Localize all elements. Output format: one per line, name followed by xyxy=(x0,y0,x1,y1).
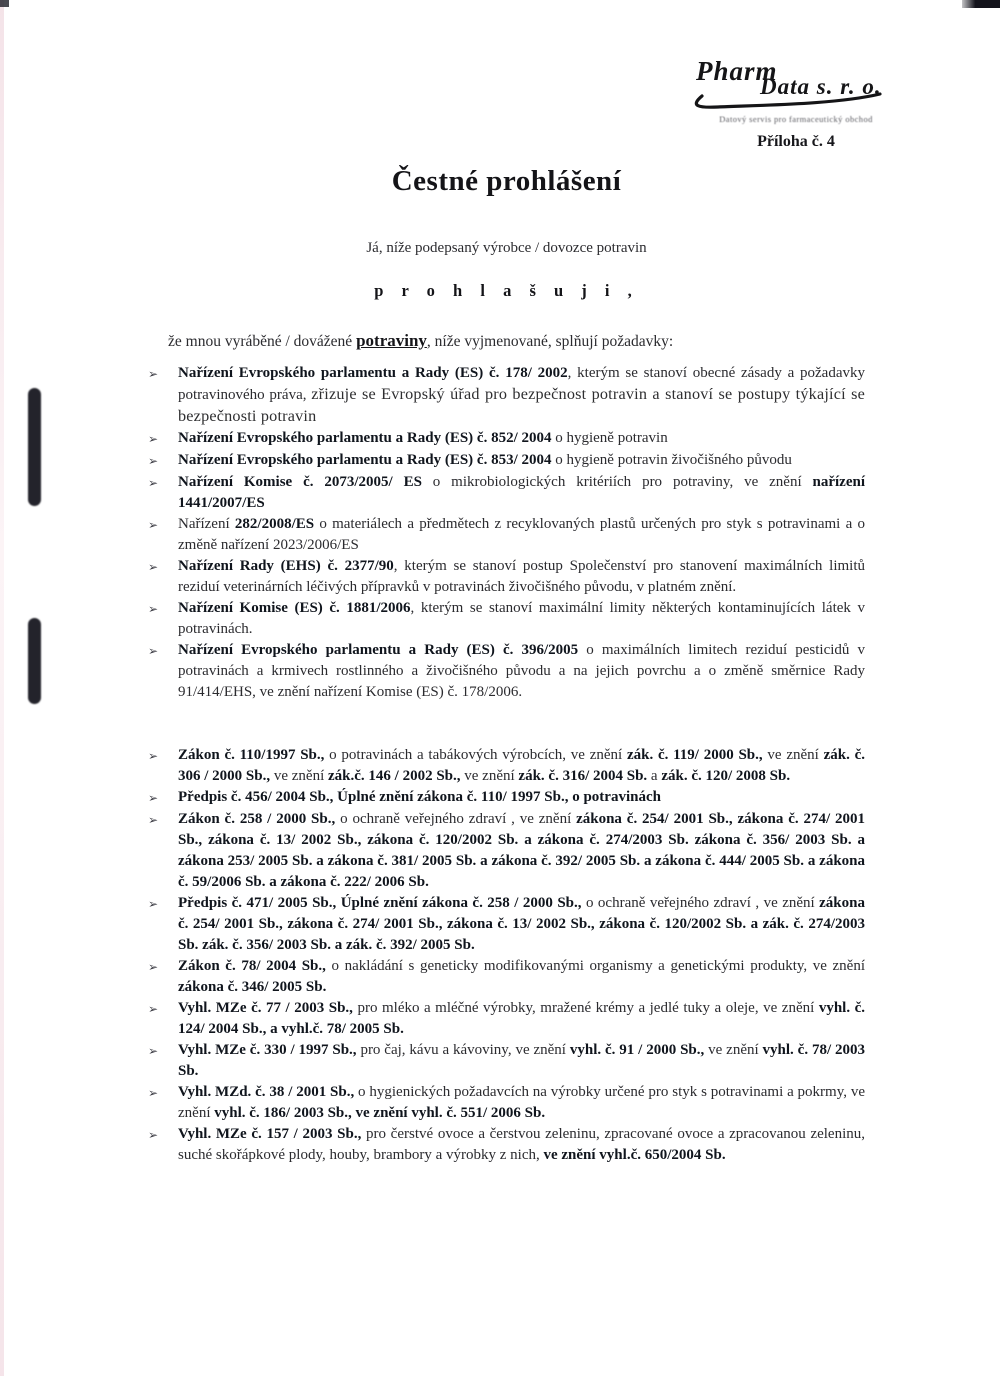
arrow-bullet-icon: ➢ xyxy=(148,1128,159,1142)
text-segment: vyhl. č. 91 / 2000 Sb., xyxy=(569,1042,705,1058)
text-segment: o nakládání s geneticky modifikovanými organismy a genetickými produkty, ve znění xyxy=(325,958,865,974)
arrow-bullet-icon: ➢ xyxy=(148,1086,159,1100)
text-segment: Zákon č. 78/ 2004 Sb., xyxy=(178,958,326,974)
text-segment: Předpis č. 471/ 2005 Sb., Úplné znění zákona č. 258 / 2000 Sb., xyxy=(178,895,582,911)
text-segment: Vyhl. MZe č. 77 / 2003 Sb., xyxy=(178,1000,353,1016)
item-text xyxy=(178,809,865,893)
item-text xyxy=(178,640,865,703)
text-segment: Nařízení Rady (EHS) č. 2377/90 xyxy=(178,558,394,574)
text-segment: zák.č. 146 / 2002 Sb., xyxy=(328,768,461,784)
text-segment: Vyhl. MZe č. 157 / 2003 Sb., xyxy=(178,1126,362,1142)
arrow-bullet-icon: ➢ xyxy=(148,454,159,468)
item-text xyxy=(178,428,865,449)
text-segment: nařízení 1441/2007/ES xyxy=(178,474,865,511)
arrow-bullet-icon: ➢ xyxy=(148,602,159,616)
list-item xyxy=(148,745,865,787)
text-segment: pro mléko a mléčné výrobky, mražené krémy a jedlé tuky a oleje, ve znění xyxy=(352,1000,819,1016)
text-segment: , kterým se stanoví obecné zásady a požadavky potravinového práva, xyxy=(178,365,865,403)
text-segment: potraviny xyxy=(356,331,427,350)
page-title: Čestné prohlášení xyxy=(391,165,622,197)
text-segment: zákona č. 254/ 2001 Sb., zákona č. 274/ 2001 Sb., zákona č. 13/ 2002 Sb., zákona č. 120/2002 Sb. a zákona č. 274/2003 Sb. zákona č. 356/ 2003 Sb. a zákona 253/ 2005 Sb. a zákona č. 381/ 2005 Sb. a zákona č. 392/ 2005 Sb. a zákona č. 444/ 2005 Sb. a zákona č. 59/2006 Sb. a zákona č. 222/ 2006 Sb. xyxy=(178,811,865,890)
list-item xyxy=(148,428,865,450)
text-segment: ve znění xyxy=(460,768,519,784)
list-item xyxy=(148,809,865,893)
text-segment: vyhl. č. 186/ 2003 Sb., ve znění vyhl. č. 551/ 2006 Sb. xyxy=(214,1105,546,1121)
text-segment: Nařízení Evropského parlamentu a Rady (ES) č. 396/2005 xyxy=(178,642,579,658)
arrow-bullet-icon: ➢ xyxy=(148,1044,159,1058)
text-segment: o ochraně veřejného zdraví , ve znění xyxy=(335,811,577,827)
text-segment: pro čerstvé ovoce a čerstvou zeleninu, zpracované ovoce a zpracovanou zeleninu, suché skořápkové plody, houby, brambory a výrobky z nich, xyxy=(178,1126,866,1163)
text-segment: Nařízení Evropského parlamentu a Rady (ES) č. 852/ 2004 xyxy=(178,430,552,446)
text-segment: o potravinách a tabákových výrobcích, ve znění xyxy=(324,747,627,763)
list-item xyxy=(148,893,865,956)
arrow-bullet-icon: ➢ xyxy=(148,897,159,911)
text-segment: o materiálech a předmětech z recyklovaných plastů určených pro styk s potravinami a o změně nařízení 2023/2006/ES xyxy=(178,516,865,553)
text-segment: Nařízení Komise č. 2073/2005/ ES xyxy=(178,474,422,490)
arrow-bullet-icon: ➢ xyxy=(148,960,159,974)
text-segment: 282/2008/ES xyxy=(234,516,315,532)
text-segment: že mnou vyráběné / dovážené xyxy=(168,333,357,350)
text-segment: Vyhl. MZe č. 330 / 1997 Sb., xyxy=(178,1042,357,1058)
text-segment: Zákon č. 258 / 2000 Sb., xyxy=(178,811,336,827)
arrow-bullet-icon: ➢ xyxy=(148,432,159,446)
text-segment: , kterým se stanoví maximální limity některých kontaminujících látek v potravinách. xyxy=(178,600,865,637)
list-item xyxy=(148,450,865,472)
logo-brand-line1: Pharm xyxy=(696,56,778,86)
list-item xyxy=(148,787,865,809)
list-item xyxy=(148,363,865,428)
text-segment: o ochraně veřejného zdraví , ve znění xyxy=(581,895,820,911)
item-text xyxy=(178,556,865,598)
list-item xyxy=(148,556,865,598)
text-segment: vyhl. č. 124/ 2004 Sb., a vyhl.č. 78/ 2005 Sb. xyxy=(178,1000,866,1037)
arrow-bullet-icon: ➢ xyxy=(148,518,159,532)
text-segment: Nařízení Evropského parlamentu a Rady (ES) č. 853/ 2004 xyxy=(178,452,552,468)
text-segment: o hygienických požadavcích na výrobky určené pro styk s potravinami a pokrmy, ve znění xyxy=(178,1084,865,1121)
text-segment: ve znění xyxy=(762,747,824,763)
arrow-bullet-icon: ➢ xyxy=(148,813,159,827)
list-item xyxy=(148,1040,865,1082)
arrow-bullet-icon: ➢ xyxy=(148,476,159,490)
text-segment: o hygieně potravin xyxy=(551,430,668,446)
arrow-bullet-icon: ➢ xyxy=(148,749,159,763)
intro-line: Já, níže podepsaný výrobce / dovozce potravin xyxy=(366,240,647,256)
text-segment: o mikrobiologických kritériích pro potraviny, ve znění xyxy=(421,474,813,490)
text-segment: zákona č. 346/ 2005 Sb. xyxy=(178,979,327,995)
text-segment: ve znění xyxy=(270,768,328,784)
item-text xyxy=(178,893,865,956)
arrow-bullet-icon: ➢ xyxy=(148,791,159,805)
text-segment: o hygieně potravin živočišného původu xyxy=(551,452,792,468)
list-item xyxy=(148,1124,865,1166)
text-segment: zák. č. 119/ 2000 Sb., xyxy=(626,747,763,763)
item-text xyxy=(178,787,865,808)
list-item xyxy=(148,1082,865,1124)
attachment-label: Příloha č. 4 xyxy=(757,133,835,150)
arrow-bullet-icon: ➢ xyxy=(148,367,159,381)
text-segment: Nařízení xyxy=(178,516,235,532)
text-segment: pro čaj, kávu a kávoviny, ve znění xyxy=(356,1042,570,1058)
text-segment: , níže vyjmenované, splňují požadavky: xyxy=(426,333,674,350)
item-text xyxy=(178,450,865,471)
lead-paragraph xyxy=(168,331,865,351)
list-item xyxy=(148,998,865,1040)
czech-laws-list xyxy=(148,745,865,1166)
arrow-bullet-icon: ➢ xyxy=(148,560,159,574)
list-item xyxy=(148,956,865,998)
logo-brand-line2: Data s. r. o. xyxy=(760,74,882,99)
text-segment: Nařízení Evropského parlamentu a Rady (ES) č. 178/ 2002 xyxy=(178,365,568,381)
item-text xyxy=(178,598,865,640)
list-item xyxy=(148,598,865,640)
text-segment: , kterým se stanoví postup Společenství pro stanovení maximálních limitů reziduí veterinárních léčivých přípravků v potravinách živočišného původu, v platném znění. xyxy=(178,558,865,595)
item-text xyxy=(178,998,865,1040)
eu-regulations-list xyxy=(148,363,865,703)
list-item xyxy=(148,514,865,556)
text-segment: vyhl. č. 78/ 2003 Sb. xyxy=(178,1042,866,1079)
text-segment: zřizuje se Evropský úřad pro bezpečnost potravin a stanoví se postupy týkající se bezpečnosti potravin xyxy=(178,385,865,425)
declaration-word: p r o h l a š u j i , xyxy=(374,281,639,300)
item-text xyxy=(178,472,865,514)
text-segment: ve znění xyxy=(704,1042,763,1058)
item-text xyxy=(178,363,865,428)
text-segment: zák. č. 306 / 2000 Sb., xyxy=(178,747,865,784)
text-segment: zák. č. 120/ 2008 Sb. xyxy=(661,768,791,784)
text-segment: o maximálních limitech reziduí pesticidů v potravinách a krmivech rostlinného a živočišného původu a na jejich povrchu a o změně směrnice Rady 91/414/EHS, ve znění nařízení Komise (ES) č. 178/2006. xyxy=(178,642,866,700)
item-text xyxy=(178,745,865,787)
text-segment: zákona č. 254/ 2001 Sb., zákona č. 274/ 2001 Sb., zákona č. 13/ 2002 Sb., zákona č. 120/2002 Sb. a zák. č. 274/2003 Sb. zák. č. 356/ 2003 Sb. a zák. č. 392/ 2005 Sb. xyxy=(178,895,865,953)
item-text xyxy=(178,956,865,998)
text-segment: ve znění vyhl.č. 650/2004 Sb. xyxy=(543,1147,726,1163)
text-segment: Vyhl. MZd. č. 38 / 2001 Sb., xyxy=(178,1084,355,1100)
item-text xyxy=(178,1124,865,1166)
arrow-bullet-icon: ➢ xyxy=(148,1002,159,1016)
list-item xyxy=(148,640,865,703)
logo-tagline: Datový servis pro farmaceutický obchod xyxy=(719,114,873,124)
item-text xyxy=(178,514,865,556)
arrow-bullet-icon: ➢ xyxy=(148,644,159,658)
text-segment: zák. č. 316/ 2004 Sb. xyxy=(518,768,648,784)
list-item xyxy=(148,472,865,514)
text-segment: Nařízení Komise (ES) č. 1881/2006 xyxy=(178,600,411,616)
text-segment: a xyxy=(647,768,662,784)
text-segment: Zákon č. 110/1997 Sb., xyxy=(178,747,325,763)
item-text xyxy=(178,1082,865,1124)
text-segment: Předpis č. 456/ 2004 Sb., Úplné znění zákona č. 110/ 1997 Sb., o potravinách xyxy=(178,789,661,805)
item-text xyxy=(178,1040,865,1082)
